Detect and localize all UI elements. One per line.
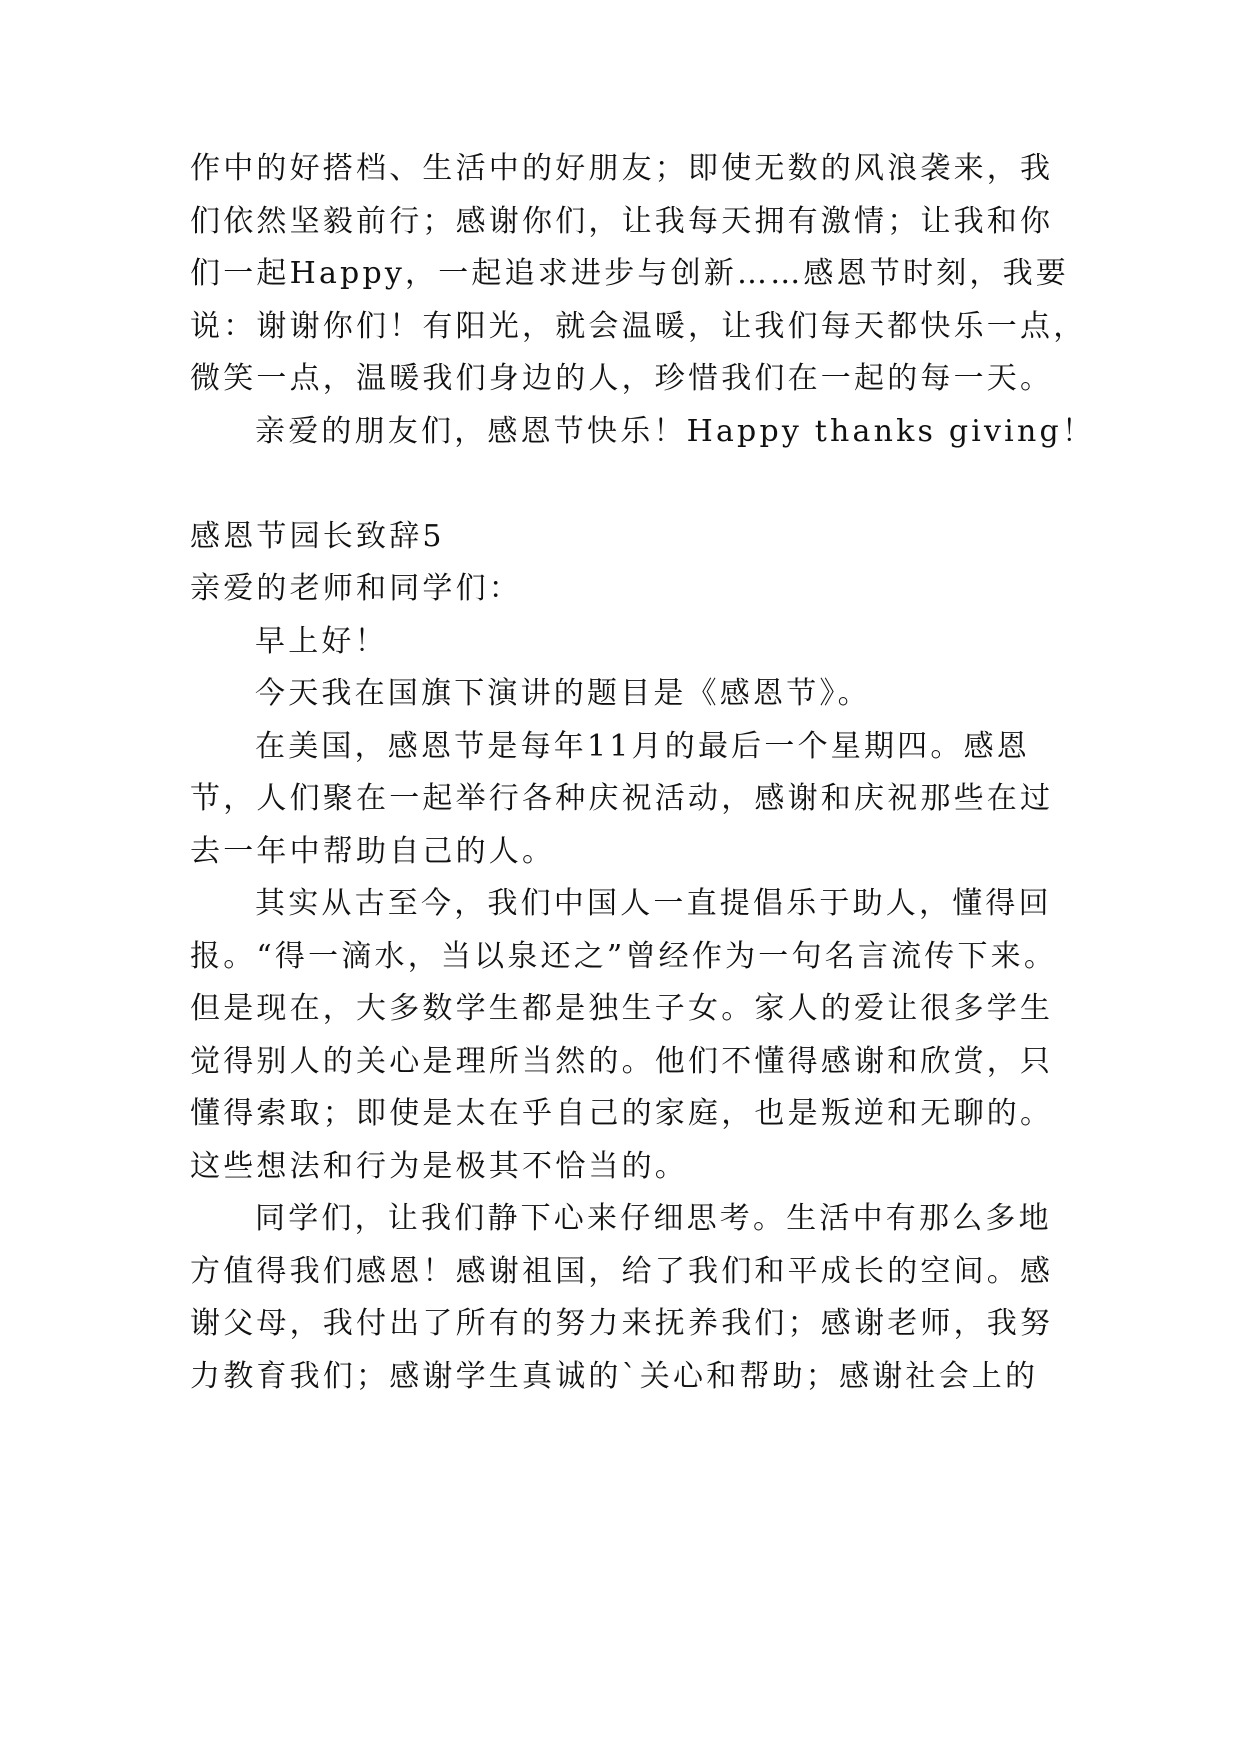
paragraph-line: 方值得我们感恩！感谢祖国，给了我们和平成长的空间。感 [190, 1254, 1054, 1289]
paragraph-line: 们一起Happy，一起追求进步与创新……感恩节时刻，我要 [190, 256, 1070, 291]
paragraph-line: 在美国，感恩节是每年11月的最后一个星期四。感恩 [255, 729, 1030, 764]
paragraph-line: 说：谢谢你们！有阳光，就会温暖，让我们每天都快乐一点， [190, 309, 1087, 344]
paragraph-line: 同学们，让我们静下心来仔细思考。生活中有那么多地 [255, 1201, 1052, 1236]
paragraph-line: 微笑一点，温暖我们身边的人，珍惜我们在一起的每一天。 [190, 361, 1054, 396]
closing-line: 亲爱的朋友们，感恩节快乐！Happy thanks giving！ [255, 414, 1096, 449]
paragraph-line: 作中的好搭档、生活中的好朋友；即使无数的风浪袭来，我 [190, 151, 1054, 186]
section-title: 感恩节园长致辞5 [190, 519, 445, 554]
paragraph-line: 力教育我们；感谢学生真诚的`关心和帮助；感谢社会上的 [190, 1359, 1039, 1394]
paragraph-line: 今天我在国旗下演讲的题目是《感恩节》。 [255, 676, 871, 711]
paragraph-line: 谢父母，我付出了所有的努力来抚养我们；感谢老师，我努 [190, 1306, 1054, 1341]
paragraph-line: 们依然坚毅前行；感谢你们，让我每天拥有激情；让我和你 [190, 204, 1054, 239]
paragraph-line: 其实从古至今，我们中国人一直提倡乐于助人，懂得回 [255, 886, 1052, 921]
paragraph-line: 懂得索取；即使是太在乎自己的家庭，也是叛逆和无聊的。 [190, 1096, 1054, 1131]
paragraph-line: 节，人们聚在一起举行各种庆祝活动，感谢和庆祝那些在过 [190, 781, 1054, 816]
salutation: 亲爱的老师和同学们： [190, 571, 522, 606]
paragraph-line: 觉得别人的关心是理所当然的。他们不懂得感谢和欣赏，只 [190, 1044, 1054, 1079]
paragraph-line: 报。“得一滴水，当以泉还之”曾经作为一句名言流传下来。 [190, 939, 1058, 974]
paragraph-line: 早上好！ [255, 624, 388, 659]
paragraph-line: 这些想法和行为是极其不恰当的。 [190, 1149, 688, 1184]
paragraph-line: 但是现在，大多数学生都是独生子女。家人的爱让很多学生 [190, 991, 1054, 1026]
paragraph-line: 去一年中帮助自己的人。 [190, 834, 556, 869]
